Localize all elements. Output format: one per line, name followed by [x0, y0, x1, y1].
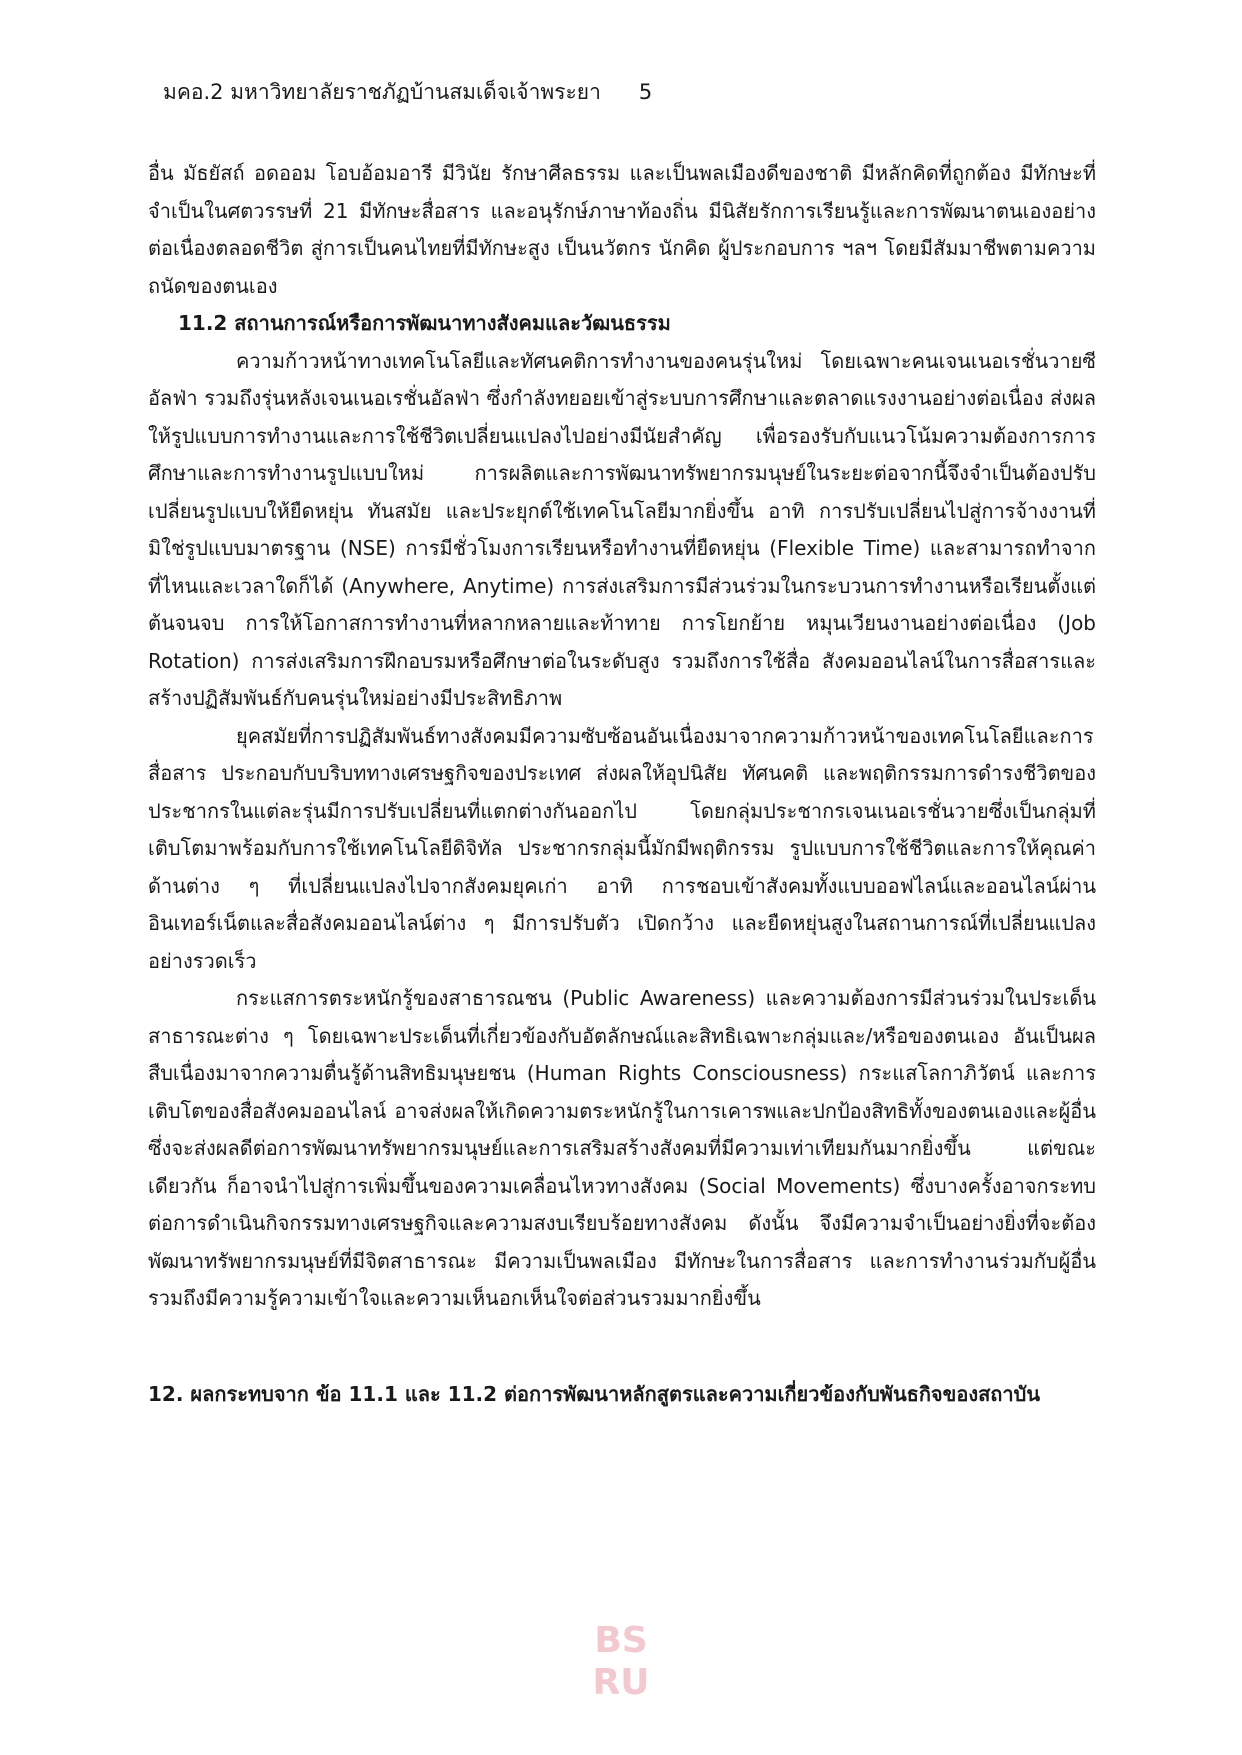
- logo-text-bottom: RU: [592, 1662, 650, 1702]
- body-text: [148, 155, 1096, 1413]
- page-number: 5: [638, 80, 653, 104]
- page-header: [163, 72, 652, 112]
- paragraph-technology-trends: ความก้าวหน้าทางเทคโนโลยีและทัศนคติการทำงานของคนรุ่นใหม่ โดยเฉพาะคนเจนเนอเรชั่นวายซี อัลฟ่า รวมถึงรุ่นหลังเจนเนอเรชั่นอัลฟ่า ซึ่งกำลังทยอยเข้าสู่ระบบการศึกษาและตลาดแรงงานอย่างต่อเนื่อง ส่งผลให้รูปแบบการทำงานและการใช้ชีวิตเปลี่ยนแปลงไปอย่างมีนัยสำคัญ เพื่อรองรับกับแนวโน้มความต้องการการศึกษาและการทำงานรูปแบบใหม่ การผลิตและการพัฒนาทรัพยากรมนุษย์ในระยะต่อจากนี้จึงจำเป็นต้องปรับเปลี่ยนรูปแบบให้ยืดหยุ่น ทันสมัย และประยุกต์ใช้เทคโนโลยีมากยิ่งขึ้น อาทิ การปรับเปลี่ยนไปสู่การจ้างงานที่มิใช่รูปแบบมาตรฐาน (NSE) การมีชั่วโมงการเรียนหรือทำงานที่ยืดหยุ่น (Flexible Time) และสามารถทำจากที่ไหนและเวลาใดก็ได้ (Anywhere, Anytime) การส่งเสริมการมีส่วนร่วมในกระบวนการทำงานหรือเรียนตั้งแต่ต้นจนจบ การให้โอกาสการทำงานที่หลากหลายและท้าทาย การโยกย้าย หมุนเวียนงานอย่างต่อเนื่อง (Job Rotation) การส่งเสริมการฝึกอบรมหรือศึกษาต่อในระดับสูง รวมถึงการใช้สื่อ สังคมออนไลน์ในการสื่อสารและสร้างปฏิสัมพันธ์กับคนรุ่นใหม่อย่างมีประสิทธิภาพ: [148, 348, 1096, 710]
- subheading-11-2: 11.2 สถานการณ์หรือการพัฒนาทางสังคมและวัฒนธรรม: [178, 311, 671, 335]
- paragraph-social-interaction: ยุคสมัยที่การปฏิสัมพันธ์ทางสังคมมีความซับซ้อนอันเนื่องมาจากความก้าวหน้าของเทคโนโลยีและการสื่อสาร ประกอบกับบริบททางเศรษฐกิจของประเทศ ส่งผลให้อุปนิสัย ทัศนคติ และพฤติกรรมการดำรงชีวิตของประชากรในแต่ละรุ่นมีการปรับเปลี่ยนที่แตกต่างกันออกไป โดยกลุ่มประชากรเจนเนอเรชั่นวายซึ่งเป็นกลุ่มที่เติบโตมาพร้อมกับการใช้เทคโนโลยีดิจิทัล ประชากรกลุ่มนี้มักมีพฤติกรรม รูปแบบการใช้ชีวิตและการให้คุณค่า ด้านต่าง ๆ ที่เปลี่ยนแปลงไปจากสังคมยุคเก่า อาทิ การชอบเข้าสังคมทั้งแบบออฟไลน์และออนไลน์ผ่านอินเทอร์เน็ตและสื่อสังคมออนไลน์ต่าง ๆ มีการปรับตัว เปิดกว้าง และยืดหยุ่นสูงในสถานการณ์ที่เปลี่ยนแปลงอย่างรวดเร็ว: [148, 723, 1096, 973]
- bsru-watermark-logo: [586, 1612, 656, 1702]
- paragraph-continued: อื่น มัธยัสถ์ อดออม โอบอ้อมอารี มีวินัย รักษาศีลธรรม และเป็นพลเมืองดีของชาติ มีหลักคิดที่ถูกต้อง มีทักษะที่จำเป็นในศตวรรษที่ 21 มีทักษะสื่อสาร และอนุรักษ์ภาษาท้องถิ่น มีนิสัยรักการเรียนรู้และการพัฒนาตนเองอย่างต่อเนื่องตลอดชีวิต สู่การเป็นคนไทยที่มีทักษะสูง เป็นนวัตกร นักคิด ผู้ประกอบการ ฯลฯ โดยมีสัมมาชีพตามความถนัดของตนเอง: [148, 161, 1096, 298]
- logo-text-top: BS: [594, 1620, 648, 1661]
- paragraph-public-awareness: กระแสการตระหนักรู้ของสาธารณชน (Public Awareness) และความต้องการมีส่วนร่วมในประเด็นสาธารณะต่าง ๆ โดยเฉพาะประเด็นที่เกี่ยวข้องกับอัตลักษณ์และสิทธิเฉพาะกลุ่มและ/หรือของตนเอง อันเป็นผลสืบเนื่องมาจากความตื่นรู้ด้านสิทธิมนุษยชน (Human Rights Consciousness) กระแสโลกาภิวัตน์ และการเติบโตของสื่อสังคมออนไลน์ อาจส่งผลให้เกิดความตระหนักรู้ในการเคารพและปกป้องสิทธิทั้งของตนเองและผู้อื่น ซึ่งจะส่งผลดีต่อการพัฒนาทรัพยากรมนุษย์และการเสริมสร้างสังคมที่มีความเท่าเทียมกันมากยิ่งขึ้น แต่ขณะเดียวกัน ก็อาจนำไปสู่การเพิ่มขึ้นของความเคลื่อนไหวทางสังคม (Social Movements) ซึ่งบางครั้งอาจกระทบต่อการดำเนินกิจกรรมทางเศรษฐกิจและความสงบเรียบร้อยทางสังคม ดังนั้น จึงมีความจำเป็นอย่างยิ่งที่จะต้องพัฒนาทรัพยากรมนุษย์ที่มีจิตสาธารณะ มีความเป็นพลเมือง มีทักษะในการสื่อสาร และการทำงานร่วมกับผู้อื่น รวมถึงมีความรู้ความเข้าใจและความเห็นอกเห็นใจต่อส่วนรวมมากยิ่งขึ้น: [148, 986, 1096, 1310]
- section-heading-12: 12. ผลกระทบจาก ข้อ 11.1 และ 11.2 ต่อการพัฒนาหลักสูตรและความเกี่ยวข้องกับพันธกิจของสถาบัน: [148, 1381, 1041, 1406]
- running-title: มคอ.2 มหาวิทยาลัยราชภัฏบ้านสมเด็จเจ้าพระยา: [163, 80, 601, 104]
